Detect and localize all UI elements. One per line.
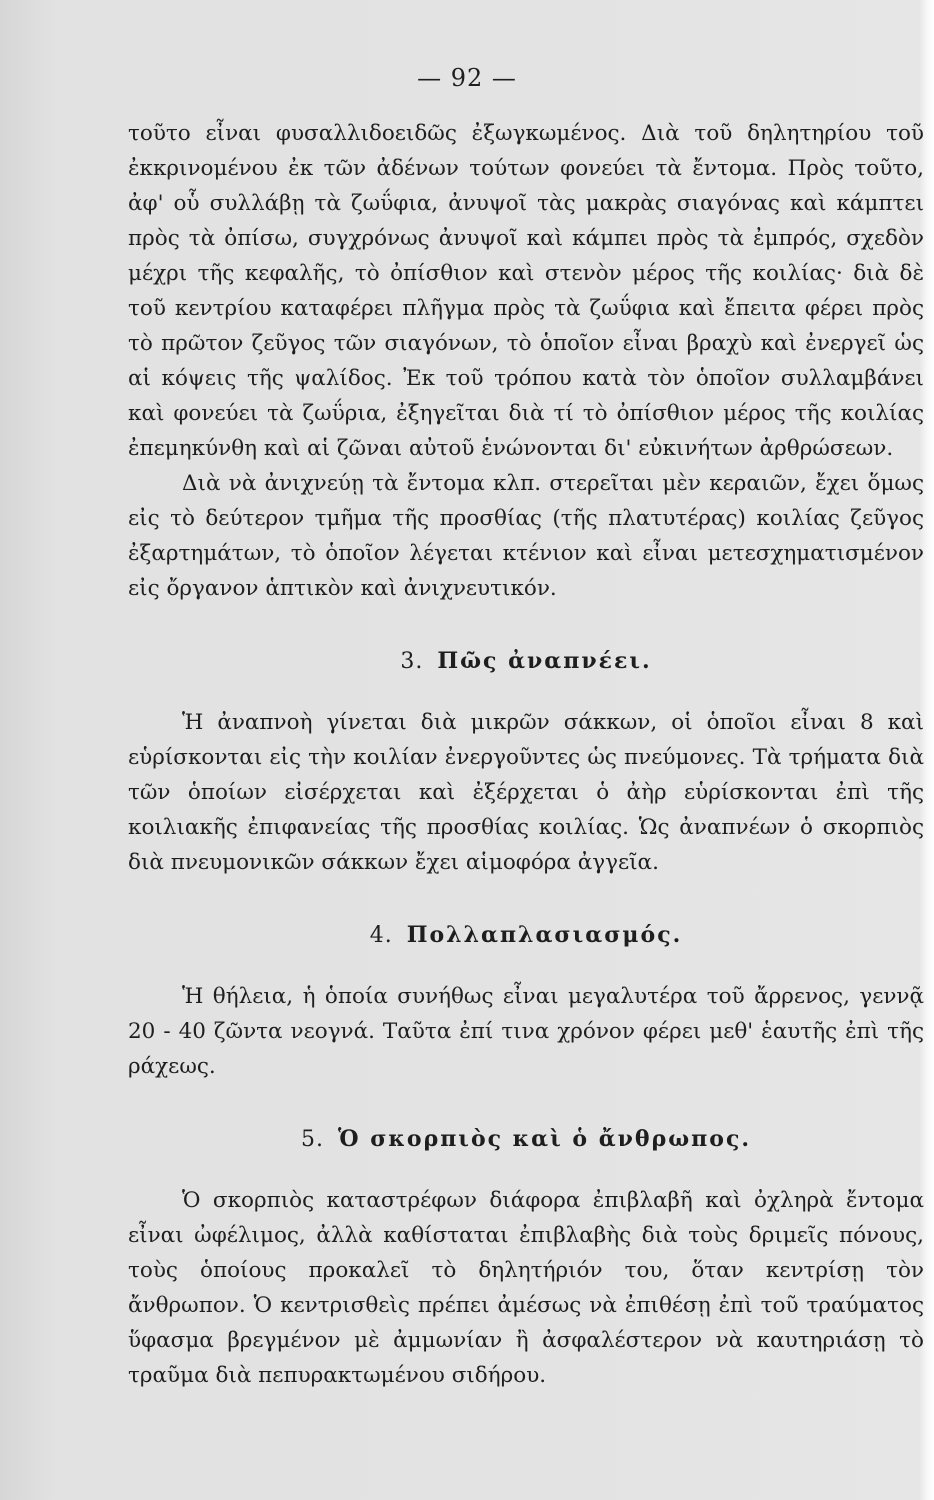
section-title: Πολλαπλασιασμός. — [406, 922, 683, 948]
section-heading-scorpion-and-man — [128, 1122, 924, 1157]
spacer — [128, 679, 924, 705]
page-body — [128, 116, 924, 1393]
paragraph-scorpion-and-man: Ὁ σκορπιὸς καταστρέφων διάφορα ἐπιβλαβῆ καὶ ὀχληρὰ ἔντομα εἶναι ὠφέλιμος, ἀλλὰ καθίσταται ἐπιβλαβὴς διὰ τοὺς δριμεῖς πόνους, τοὺς ὁποίους προκαλεῖ τὸ δηλητήριόν του, ὅταν κεντρίσῃ τὸν ἄνθρωπον. Ὁ κεντρισθεὶς πρέπει ἀμέσως νὰ ἐπιθέσῃ ἐπὶ τοῦ τραύματος ὕφασμα βρεγμένον μὲ ἀμμωνίαν ἢ ἀσφαλέστερον νὰ καυτηριάσῃ τὸ τραῦμα διὰ πεπυρακτωμένου σιδήρου. — [128, 1188, 924, 1388]
spacer — [128, 606, 924, 644]
section-number: 4. — [369, 923, 393, 948]
section-heading-reproduction — [128, 918, 924, 953]
spacer — [128, 953, 924, 979]
spacer — [128, 1084, 924, 1122]
paragraph-detection: Διὰ νὰ ἀνιχνεύῃ τὰ ἔντομα κλπ. στερεῖται μὲν κεραιῶν, ἔχει ὅμως εἰς τὸ δεύτερον τμῆμα τῆς προσθίας (τῆς πλατυτέρας) κοιλίας ζεῦγος ἐξαρτημάτων, τὸ ὁποῖον λέγεται κτένιον καὶ εἶναι μετεσχηματισμένον εἰς ὄργανον ἁπτικὸν καὶ ἀνιχνευτικόν. — [128, 471, 924, 601]
paragraph-breathing: Ἡ ἀναπνοὴ γίνεται διὰ μικρῶν σάκκων, οἱ ὁποῖοι εἶναι 8 καὶ εὑρίσκονται εἰς τὴν κοιλίαν ἐνεργοῦντες ὡς πνεύμονες. Τὰ τρήματα διὰ τῶν ὁποίων εἰσέρχεται καὶ ἐξέρχεται ὁ ἀὴρ εὑρίσκονται ἐπὶ τῆς κοιλιακῆς ἐπιφανείας τῆς προσθίας κοιλίας. Ὡς ἀναπνέων ὁ σκορπιὸς διὰ πνευμονικῶν σάκκων ἔχει αἱμοφόρα ἀγγεῖα. — [128, 710, 924, 875]
section-title: Πῶς ἀναπνέει. — [437, 648, 652, 674]
section-title: Ὁ σκορπιὸς καὶ ὁ ἄνθρωπος. — [337, 1126, 752, 1152]
spacer — [128, 1157, 924, 1183]
section-number: 5. — [300, 1127, 324, 1152]
paragraph-continued: τοῦτο εἶναι φυσαλλιδοειδῶς ἐξωγκωμένος. Διὰ τοῦ δηλητηρίου τοῦ ἐκκρινομένου ἐκ τῶν ἀδένων τούτων φονεύει τὰ ἔντομα. Πρὸς τοῦτο, ἀφ' οὗ συλλάβῃ τὰ ζωΰφια, ἀνυψοῖ τὰς μακρὰς σιαγόνας καὶ κάμπτει πρὸς τὰ ὀπίσω, συγχρόνως ἀνυψοῖ καὶ κάμπει πρὸς τὰ ἐμπρός, σχεδὸν μέχρι τῆς κεφαλῆς, τὸ ὀπίσθιον καὶ στενὸν μέρος τῆς κοιλίας· διὰ δὲ τοῦ κεντρίου καταφέρει πλῆγμα πρὸς τὰ ζωΰφια καὶ ἔπειτα φέρει πρὸς τὸ πρῶτον ζεῦγος τῶν σιαγόνων, τὸ ὁποῖον εἶναι βραχὺ καὶ ἐνεργεῖ ὡς αἱ κόψεις τῆς ψαλίδος. Ἐκ τοῦ τρόπου κατὰ τὸν ὁποῖον συλλαμβάνει καὶ φονεύει τὰ ζωΰρια, ἐξηγεῖται διὰ τί τὸ ὀπίσθιον μέρος τῆς κοιλίας ἐπεμηκύνθη καὶ αἱ ζῶναι αὐτοῦ ἑνώνονται δι' εὐκινήτων ἀρθρώσεων. — [128, 121, 924, 461]
paragraph-reproduction: Ἡ θήλεια, ἡ ὁποία συνήθως εἶναι μεγαλυτέρα τοῦ ἄρρενος, γεννᾷ 20 - 40 ζῶντα νεογνά. Ταῦτα ἐπί τινα χρόνον φέρει μεθ' ἑαυτῆς ἐπὶ τῆς ράχεως. — [128, 984, 924, 1079]
section-number: 3. — [400, 649, 424, 674]
section-heading-breathing — [128, 644, 924, 679]
spacer — [128, 880, 924, 918]
page-number: — 92 — — [417, 64, 517, 92]
